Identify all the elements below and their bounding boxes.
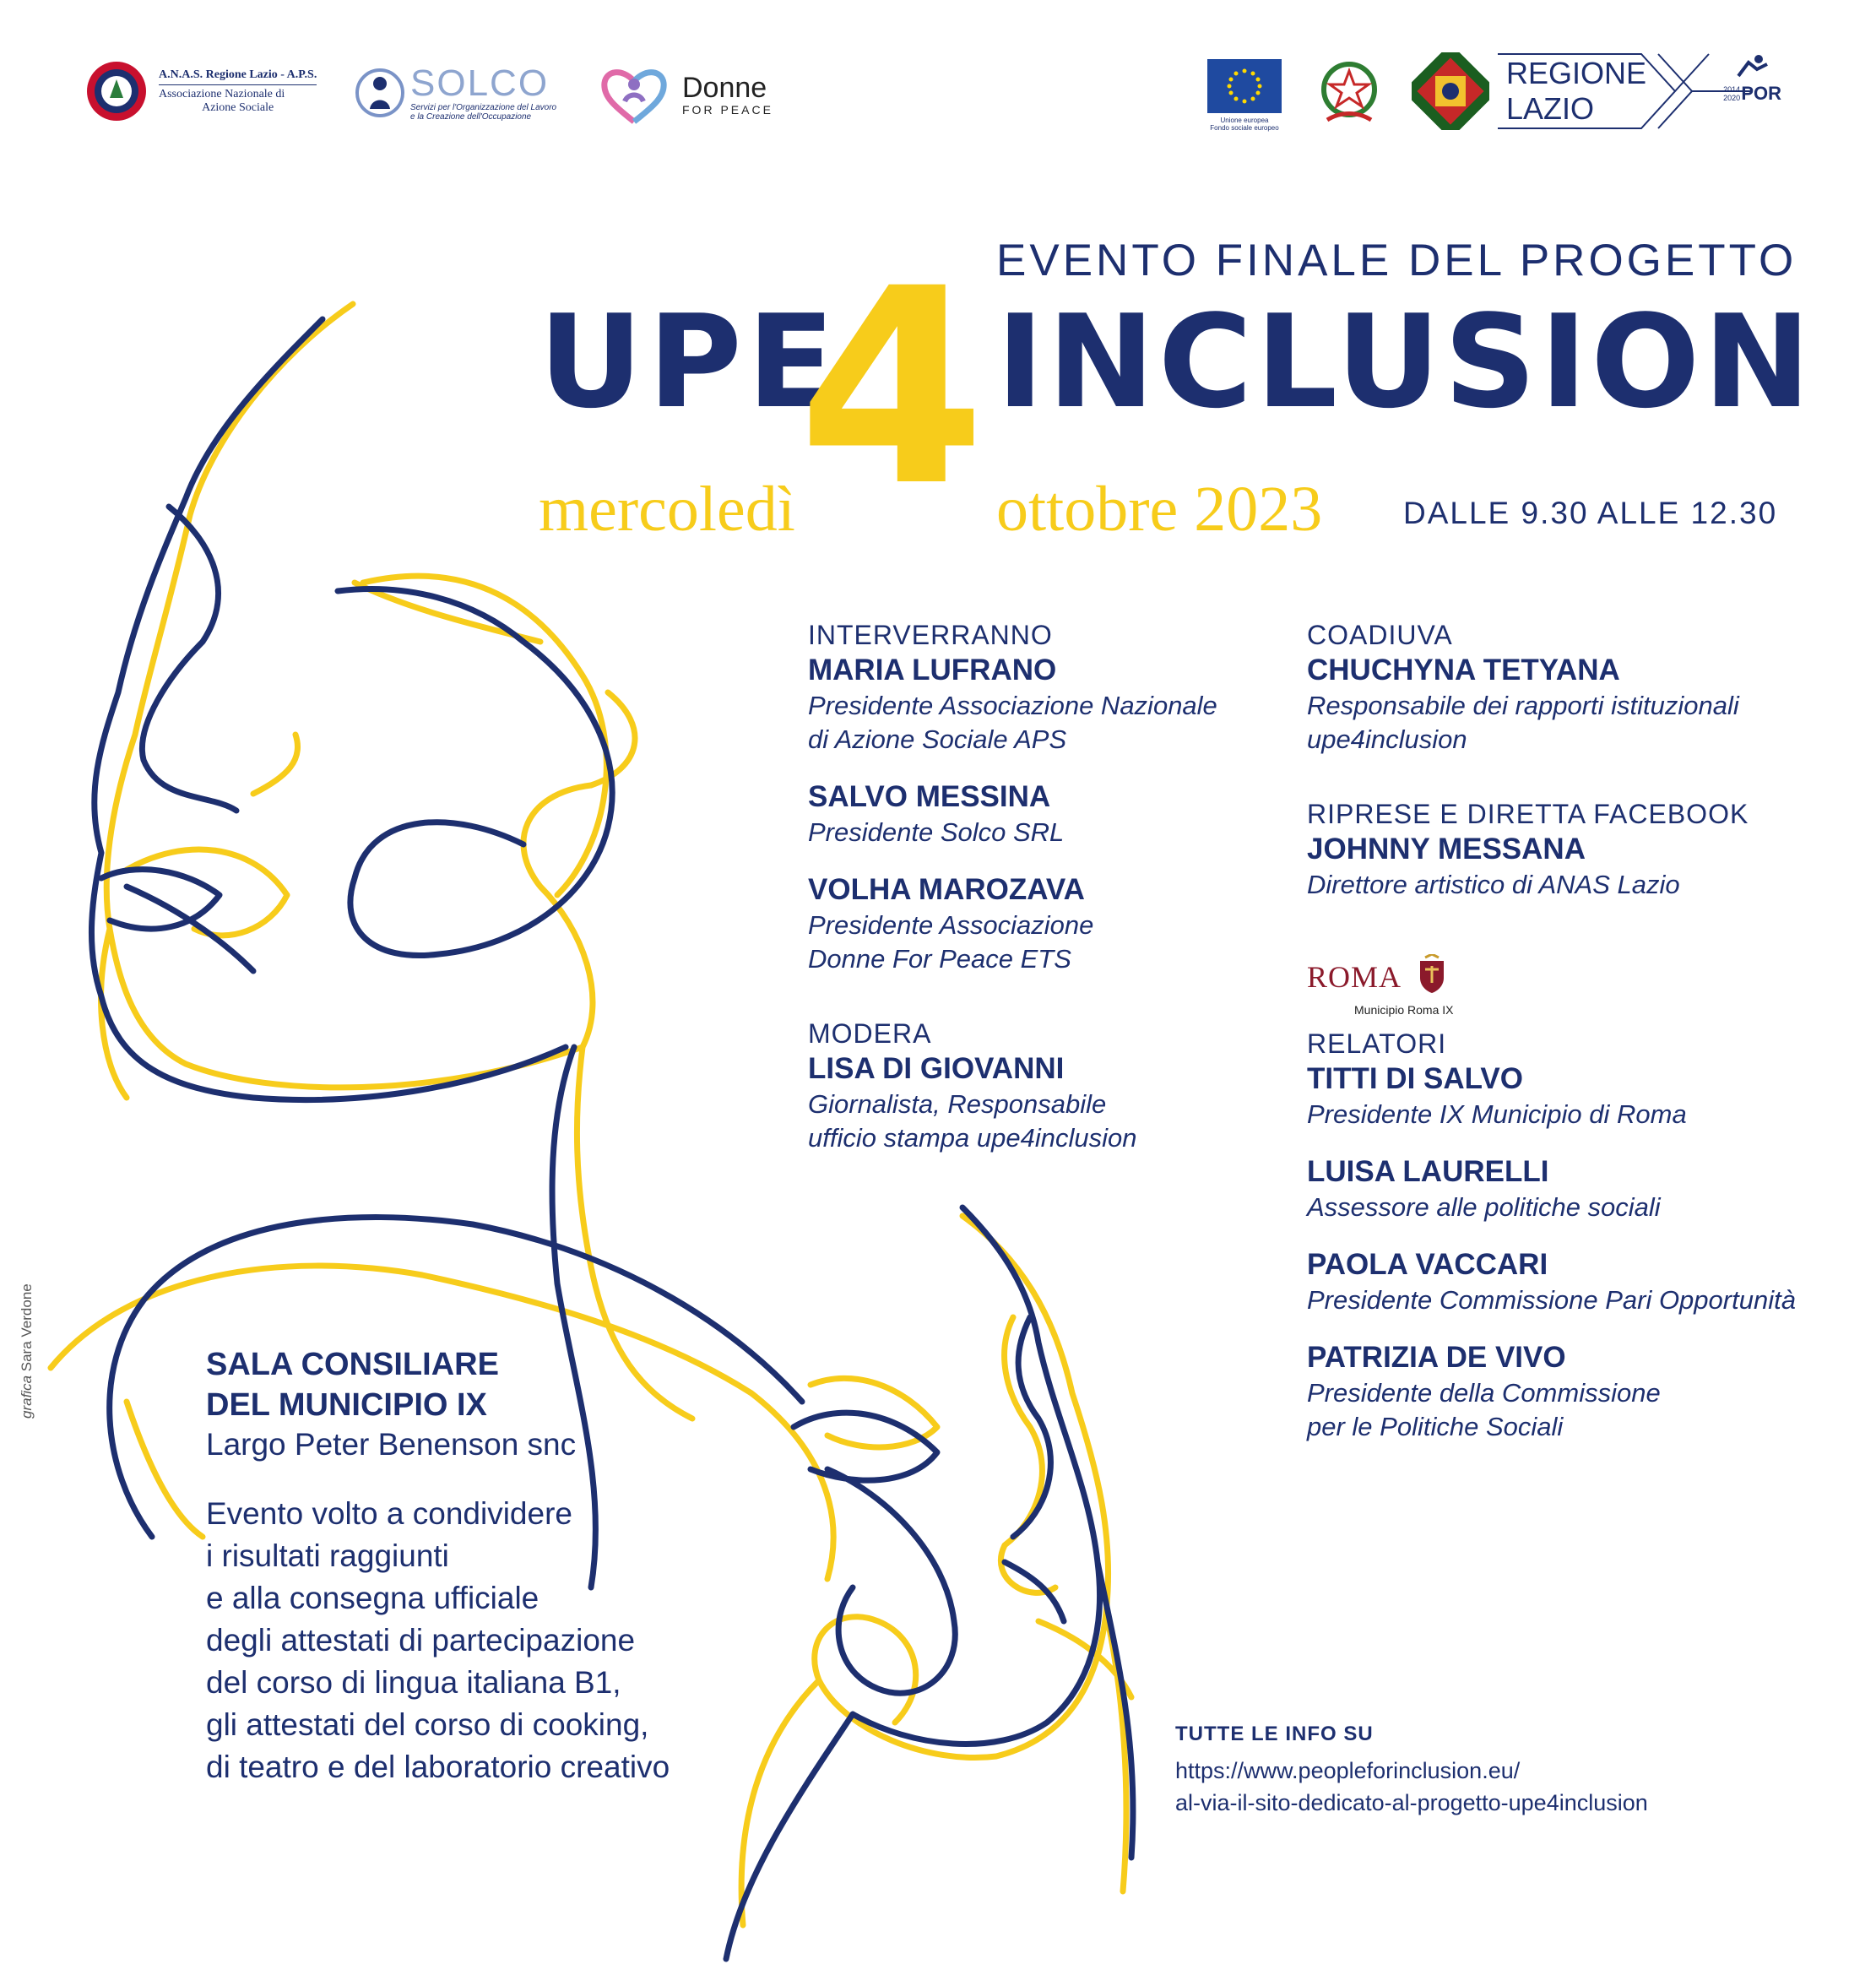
anas-logo-title: A.N.A.S. Regione Lazio - A.P.S. xyxy=(159,68,317,81)
lazio-crest-icon xyxy=(1412,52,1489,130)
anas-logo-line3: Azione Sociale xyxy=(202,100,274,114)
media-role: Direttore artistico di ANAS Lazio xyxy=(1307,870,1680,899)
event-weekday: mercoledì xyxy=(539,474,795,545)
republic-star-icon xyxy=(1315,52,1383,130)
credit-prefix: grafica xyxy=(19,1375,35,1419)
relator-name: PATRIZIA DE VIVO xyxy=(1307,1341,1566,1374)
section-interverranno: INTERVERRANNO xyxy=(808,620,1053,650)
section-riprese: RIPRESE E DIRETTA FACEBOOK xyxy=(1307,799,1749,829)
relator-name: TITTI DI SALVO xyxy=(1307,1062,1524,1095)
roma-logo-word: ROMA xyxy=(1307,960,1402,994)
eu-flag-icon xyxy=(1207,59,1282,113)
assist-name: CHUCHYNA TETYANA xyxy=(1307,654,1620,686)
relator-name: PAOLA VACCARI xyxy=(1307,1248,1548,1281)
title-four: 4 xyxy=(798,231,986,545)
speaker-name: MARIA LUFRANO xyxy=(808,654,1057,686)
solco-logo-sub1: Servizi per l'Organizzazione del Lavoro xyxy=(410,103,557,112)
venue-address: Largo Peter Benenson snc xyxy=(206,1427,577,1462)
por-label: POR xyxy=(1741,83,1781,104)
anas-logo xyxy=(84,59,317,123)
info-title: TUTTE LE INFO SU xyxy=(1175,1723,1374,1745)
eu-logo xyxy=(1207,59,1287,132)
venue-block xyxy=(206,1344,797,1788)
roma-logo-sub: Municipio Roma IX xyxy=(1354,1003,1454,1017)
credit-author: Sara Verdone xyxy=(19,1283,35,1372)
event-time: DALLE 9.30 ALLE 12.30 xyxy=(1403,496,1778,530)
event-date: ottobre 2023 xyxy=(996,474,1323,545)
solco-logo-name: SOLCO xyxy=(410,62,550,104)
section-relatori: RELATORI xyxy=(1307,1028,1447,1059)
relator-name: LUISA LAURELLI xyxy=(1307,1155,1549,1188)
por-fse-logo xyxy=(1722,54,1781,105)
section-coadiuva: COADIUVA xyxy=(1307,620,1453,650)
solco-logo-sub2: e la Creazione dell'Occupazione xyxy=(410,112,532,122)
relators-column xyxy=(1307,618,1847,1444)
speaker-role: Presidente Associazione Nazionale di Azione Sociale APS xyxy=(808,691,1217,754)
relator-role: Presidente IX Municipio di Roma xyxy=(1307,1099,1687,1129)
regione-lazio-line2: LAZIO xyxy=(1506,91,1595,126)
venue-title: SALA CONSILIARE DEL MUNICIPIO IX xyxy=(206,1347,499,1423)
heart-hands-icon xyxy=(598,62,670,127)
speaker-name: VOLHA MAROZAVA xyxy=(808,873,1085,906)
assist-role: Responsabile dei rapporti istituzionali upe4inclusion xyxy=(1307,691,1739,754)
solco-logo xyxy=(355,64,556,122)
anas-emblem-icon xyxy=(84,59,149,123)
relator-role: Assessore alle politiche sociali xyxy=(1307,1192,1661,1222)
fse-figure-icon xyxy=(1733,54,1770,79)
por-years: 2014 2020 xyxy=(1723,85,1741,102)
speaker-role: Presidente Solco SRL xyxy=(808,817,1065,847)
regione-lazio-logo xyxy=(1412,52,1751,130)
info-block xyxy=(1175,1723,1648,1819)
anas-logo-line2: Associazione Nazionale di xyxy=(159,87,285,100)
speakers-column xyxy=(808,618,1281,1155)
moderator-name: LISA DI GIOVANNI xyxy=(808,1052,1065,1085)
roma-logo xyxy=(1307,954,1847,995)
speaker-role: Presidente Associazione Donne For Peace ETS xyxy=(808,910,1094,974)
eu-logo-line2: Fondo sociale europeo xyxy=(1210,124,1279,132)
roma-shield-icon xyxy=(1417,954,1447,995)
italian-republic-emblem xyxy=(1315,52,1383,133)
title-inclusion: INCLUSION xyxy=(996,287,1814,437)
donne-logo-sub: FOR PEACE xyxy=(682,103,773,117)
event-subtitle: EVENTO FINALE DEL PROGETTO xyxy=(996,236,1797,285)
donne-logo-name: Donne xyxy=(682,72,767,104)
donne-for-peace-logo xyxy=(598,62,773,127)
section-modera: MODERA xyxy=(808,1018,932,1049)
title-upe: UPE xyxy=(539,287,840,437)
regione-lazio-line1: REGIONE xyxy=(1506,56,1647,90)
info-url-link[interactable]: https://www.peopleforinclusion.eu/ al-via-il-sito-dedicato-al-progetto-upe4inclusion xyxy=(1175,1758,1648,1815)
relator-role: Presidente della Commissione per le Politiche Sociali xyxy=(1307,1378,1661,1441)
media-name: JOHNNY MESSANA xyxy=(1307,833,1586,865)
relator-role: Presidente Commissione Pari Opportunità xyxy=(1307,1285,1796,1315)
speaker-name: SALVO MESSINA xyxy=(808,780,1051,813)
solco-person-icon xyxy=(355,65,405,121)
graphic-credit xyxy=(19,1283,35,1419)
event-description: Evento volto a condividere i risultati raggiunti e alla consegna ufficiale degli attestati di partecipazione del corso di lingua italiana B1, gli attestati del corso di cooking, di teatro e del laboratorio creativo xyxy=(206,1496,670,1784)
eu-logo-line1: Unione europea xyxy=(1220,117,1269,124)
moderator-role: Giornalista, Responsabile ufficio stampa upe4inclusion xyxy=(808,1089,1137,1153)
